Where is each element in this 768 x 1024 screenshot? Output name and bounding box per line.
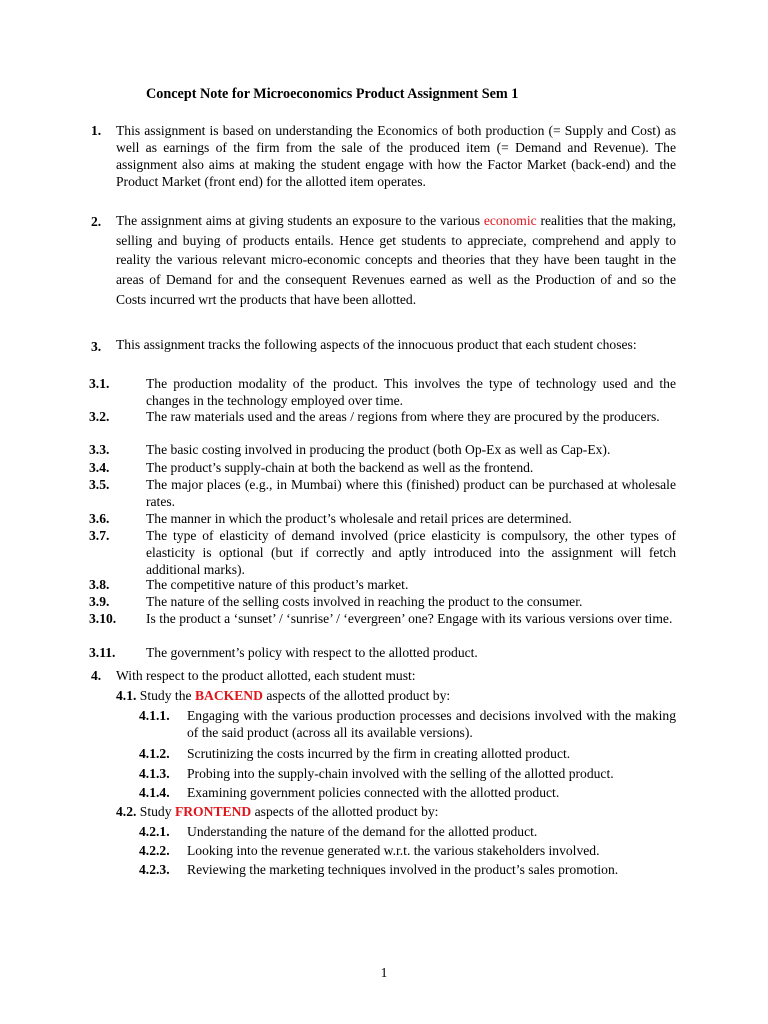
subitem-number: 3.10. bbox=[89, 611, 117, 626]
subsubitem-number: 4.1.2. bbox=[139, 746, 170, 761]
subitem-number: 3.8. bbox=[89, 577, 110, 592]
backend-heading bbox=[116, 687, 676, 704]
subitem-number: 3.9. bbox=[89, 594, 110, 609]
subsubitem-text: Examining government policies connected with the allotted product. bbox=[187, 785, 560, 800]
subitem-text: Is the product a ‘sunset’ / ‘sunrise’ / ‘evergreen’ one? Engage with its various versions over time. bbox=[146, 611, 673, 626]
subitem-number: 3.11. bbox=[89, 645, 116, 660]
subitem-text: The competitive nature of this product’s market. bbox=[146, 577, 409, 592]
subitem-number: 3.5. bbox=[89, 477, 110, 492]
subsubitem-text: Scrutinizing the costs incurred by the firm in creating allotted product. bbox=[187, 746, 571, 761]
subitem-text: The product’s supply-chain at both the backend as well as the frontend. bbox=[146, 460, 534, 475]
item-number: 2. bbox=[91, 214, 102, 229]
subitem-text: The raw materials used and the areas / regions from where they are procured by the producers. bbox=[146, 409, 660, 424]
page-number: 1 bbox=[380, 965, 388, 980]
subitem-text: The nature of the selling costs involved in reaching the product to the consumer. bbox=[146, 594, 583, 609]
page-title: Concept Note for Microeconomics Product Assignment Sem 1 bbox=[146, 86, 519, 102]
subsubitem-text: Reviewing the marketing techniques involved in the product’s sales promotion. bbox=[187, 862, 619, 877]
highlighted-keyword: FRONTEND bbox=[174, 804, 252, 819]
subsubitem-number: 4.2.2. bbox=[139, 843, 170, 858]
subitem-number: 3.7. bbox=[89, 528, 110, 543]
item-text-segment: The assignment aims at giving students an exposure to the various bbox=[116, 213, 484, 228]
subitem-text: The type of elasticity of demand involved (price elasticity is compulsory, the other types of elasticity is optional (but if correctly and aptly introduced into the assignment will fetch additional marks). bbox=[146, 528, 676, 577]
subitem-number: 3.4. bbox=[89, 460, 110, 475]
subsubitem-number: 4.1.3. bbox=[139, 766, 170, 781]
subitem-number: 4.1. bbox=[116, 688, 137, 703]
subitem-text: The manner in which the product’s wholesale and retail prices are determined. bbox=[146, 511, 572, 526]
subitem-number: 3.2. bbox=[89, 409, 110, 424]
heading-text: Study bbox=[139, 804, 175, 819]
item-number: 3. bbox=[91, 339, 102, 354]
subitem-text: The government’s policy with respect to the allotted product. bbox=[146, 645, 478, 660]
subitem-text: The basic costing involved in producing the product (both Op-Ex as well as Cap-Ex). bbox=[146, 442, 611, 457]
subitem-number: 3.6. bbox=[89, 511, 110, 526]
frontend-heading bbox=[116, 803, 676, 820]
subsubitem-number: 4.2.1. bbox=[139, 824, 170, 839]
highlighted-word: economic bbox=[483, 213, 537, 228]
subsubitem-text: Engaging with the various production processes and decisions involved with the making of the said product (across all its available versions). bbox=[187, 708, 676, 740]
item-text-segment: realities that the making, selling and buying of products entails. Hence get students to appreciate, comprehend and apply to reality the various relevant micro-economic concepts and theories that they have been taught in the areas of Demand for and the consequent Revenues earned as well as the Production of and so the Costs incurred wrt the products that have been allotted. bbox=[116, 213, 676, 307]
item-text bbox=[116, 211, 676, 310]
highlighted-keyword: BACKEND bbox=[194, 688, 263, 703]
item-number: 4. bbox=[91, 668, 102, 683]
subitem-text: The major places (e.g., in Mumbai) where this (finished) product can be purchased at wholesale rates. bbox=[146, 477, 676, 509]
subsubitem-number: 4.1.1. bbox=[139, 708, 170, 723]
heading-text: aspects of the allotted product by: bbox=[262, 688, 451, 703]
subsubitem-text: Probing into the supply-chain involved with the selling of the allotted product. bbox=[187, 766, 614, 781]
subsubitem-number: 4.2.3. bbox=[139, 862, 170, 877]
subitem-number: 4.2. bbox=[116, 804, 137, 819]
item-number: 1. bbox=[91, 123, 102, 138]
item-text: With respect to the product allotted, each student must: bbox=[116, 668, 416, 683]
heading-text: aspects of the allotted product by: bbox=[251, 804, 439, 819]
subsubitem-text: Understanding the nature of the demand for the allotted product. bbox=[187, 824, 538, 839]
subitem-number: 3.3. bbox=[89, 442, 110, 457]
item-text: This assignment tracks the following aspects of the innocuous product that each student choses: bbox=[116, 337, 637, 352]
subsubitem-text: Looking into the revenue generated w.r.t. the various stakeholders involved. bbox=[187, 843, 600, 858]
heading-text: Study the bbox=[139, 688, 195, 703]
subitem-text: The production modality of the product. This involves the type of technology used and the changes in the technology employed over time. bbox=[146, 376, 676, 408]
item-text: This assignment is based on understanding the Economics of both production (= Supply and Cost) as well as earnings of the firm from the sale of the produced item (= Demand and Revenue). The assignment also aims at making the student engage with how the Factor Market (back-end) and the Product Market (front end) for the allotted item operates. bbox=[116, 123, 676, 189]
subsubitem-number: 4.1.4. bbox=[139, 785, 170, 800]
subitem-number: 3.1. bbox=[89, 376, 110, 391]
